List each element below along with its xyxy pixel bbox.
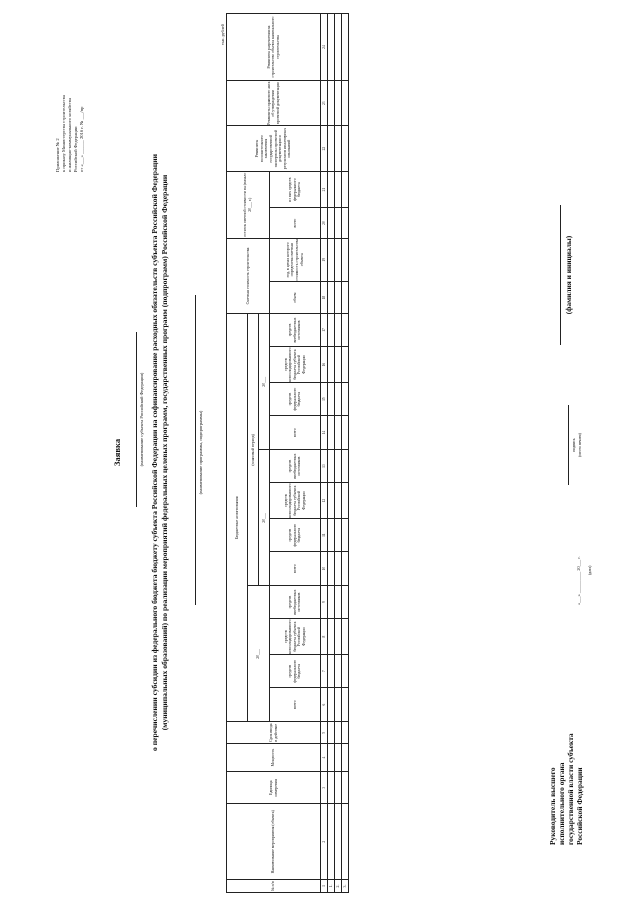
table-cell — [342, 772, 349, 804]
table-cell — [342, 171, 349, 208]
subject-name-hint: (наименование субъекта Российской Федерации) — [139, 372, 144, 467]
table-cell — [328, 314, 335, 346]
row-number: 3. — [342, 880, 349, 893]
table-cell — [328, 14, 335, 81]
column-number: 17 — [321, 314, 328, 346]
appendix-line: и жилищно-коммунального хозяйства — [67, 97, 73, 172]
col-approval: Реквизиты правового акта об утверждении проектной документации — [227, 81, 321, 126]
table-cell — [335, 383, 342, 415]
table-cell — [335, 722, 342, 744]
col-extra: средств внебюджетных источников — [270, 314, 321, 346]
table-cell — [328, 687, 335, 722]
column-number: 7 — [321, 655, 328, 687]
table-cell — [328, 450, 335, 482]
title-line-1: о перечислении субсидии из федерального бюджета бюджету субъекта Российской Федерации на софинансирование расходных обязательств субъекта Российской Федерации — [150, 154, 159, 751]
col-est-cost: Сметная стоимость строительства — [227, 238, 270, 314]
col-extra: средств внебюджетных источников — [270, 450, 321, 482]
table-cell — [342, 586, 349, 618]
col-expertise: Реквизиты положительного заключения государственной экспертизы проектной документации и результатов инженерных изысканий — [227, 126, 321, 171]
table-cell — [342, 618, 349, 655]
col-budget: Бюджетные ассигнования — [227, 314, 248, 722]
col-capacity: Мощность — [227, 744, 321, 772]
units-label: тыс. рублей — [220, 24, 225, 45]
col-fed: средств федерального бюджета — [270, 383, 321, 415]
appendix-line: от «___» ______ 2016 г. № ___/пр — [79, 106, 85, 172]
title-line-2: (муниципальных образований) по реализации мероприятий федеральных целевых программ, государственных программ (подпрограмм) Российской Федерации — [160, 174, 169, 731]
table-cell — [328, 722, 335, 744]
program-name-hint: (наименование программы, подпрограммы) — [198, 410, 203, 495]
table-cell — [335, 744, 342, 772]
column-number: 11 — [321, 519, 328, 551]
table-row — [335, 14, 342, 893]
table-cell — [328, 655, 335, 687]
table-cell — [335, 314, 342, 346]
table-cell — [328, 586, 335, 618]
column-number: 3 — [321, 772, 328, 804]
table-cell — [342, 14, 349, 81]
date-hint: (дата) — [588, 565, 592, 575]
table-cell — [328, 744, 335, 772]
col-reg: средств консолидированного бюджета субъекта Российской Федерации — [270, 482, 321, 519]
position-line: исполнительного органа — [557, 762, 566, 845]
col-commission: Срок ввода в действие — [227, 722, 321, 744]
column-number: 10 — [321, 551, 328, 586]
table-cell — [328, 551, 335, 586]
column-number: 21 — [321, 171, 328, 208]
column-number: 4 — [321, 744, 328, 772]
column-number: 23 — [321, 81, 328, 126]
column-numbers-row — [321, 14, 328, 893]
table-cell — [335, 238, 342, 281]
col-planned: (плановый период) — [248, 314, 259, 586]
table-cell — [335, 450, 342, 482]
column-number: 19 — [321, 238, 328, 281]
column-number: 9 — [321, 586, 328, 618]
column-number: 16 — [321, 346, 328, 383]
table-cell — [335, 519, 342, 551]
col-year1: 20___ — [248, 586, 270, 722]
request-table — [226, 13, 349, 893]
column-number: 20 — [321, 208, 328, 238]
name-line — [560, 205, 561, 345]
appendix-line: к приказу Министерства строительства — [61, 95, 67, 172]
subject-name-line — [126, 332, 137, 507]
col-fed: средств федерального бюджета — [270, 655, 321, 687]
title-word: Заявка — [112, 438, 122, 467]
table-cell — [342, 81, 349, 126]
table-cell — [342, 208, 349, 238]
table-cell — [342, 415, 349, 450]
table-cell — [335, 618, 342, 655]
column-number: 14 — [321, 415, 328, 450]
table-cell — [335, 655, 342, 687]
table-cell — [342, 519, 349, 551]
table-cell — [342, 551, 349, 586]
col-name: Наименование мероприятия (объекта) — [227, 804, 321, 880]
table-cell — [328, 618, 335, 655]
table-cell — [328, 81, 335, 126]
table-cell — [335, 208, 342, 238]
table-cell — [335, 346, 342, 383]
col-rem-total: всего — [270, 208, 321, 238]
table-cell — [335, 772, 342, 804]
column-number: 8 — [321, 618, 328, 655]
table-cell — [328, 281, 335, 313]
col-est-incl: год, в ценах которого определена сметная стоимость строительства объекта — [270, 238, 321, 281]
column-number: 24 — [321, 14, 328, 81]
table-cell — [328, 804, 335, 880]
col-est-vol: объем — [270, 281, 321, 313]
row-number: 2. — [335, 880, 342, 893]
col-total: всего — [270, 551, 321, 586]
col-unit: Единица измерения — [227, 772, 321, 804]
table-cell — [335, 171, 342, 208]
col-year3: 20___ — [259, 314, 270, 450]
table-cell — [335, 482, 342, 519]
table-cell — [342, 687, 349, 722]
position-line: Руководитель высшего — [548, 767, 557, 845]
document-title — [112, 0, 122, 905]
col-extra: средств внебюджетных источников — [270, 586, 321, 618]
date-field: «___» __________ 20___ г. — [576, 556, 581, 605]
position-line: государственной власти субъекта — [566, 733, 575, 845]
table-cell — [342, 281, 349, 313]
table-row — [342, 14, 349, 893]
stamp-hint: (место печати) — [578, 433, 582, 457]
appendix-note — [55, 32, 85, 172]
position-line: Российской Федерации — [575, 767, 584, 845]
row-number: 1. — [328, 880, 335, 893]
table-cell — [335, 804, 342, 880]
col-total: всего — [270, 415, 321, 450]
table-cell — [335, 14, 342, 81]
table-cell — [328, 238, 335, 281]
col-reg: средств консолидированного бюджета субъекта Российской Федерации — [270, 618, 321, 655]
col-permit: Реквизиты разрешения на строительство объекта капитального строительства — [227, 14, 321, 81]
table-cell — [328, 772, 335, 804]
column-number: 1 — [321, 880, 328, 893]
table-cell — [335, 415, 342, 450]
table-cell — [342, 126, 349, 171]
table-cell — [328, 383, 335, 415]
column-number: 15 — [321, 383, 328, 415]
table-cell — [328, 415, 335, 450]
column-number: 2 — [321, 804, 328, 880]
col-rem-fed: из них средств федерального бюджета — [270, 171, 321, 208]
col-rem-cost: остаток сметной стоимости на (начало 20___ г.) — [227, 171, 270, 238]
table-row — [328, 14, 335, 893]
table-cell — [342, 383, 349, 415]
table-cell — [342, 744, 349, 772]
col-fed: средств федерального бюджета — [270, 519, 321, 551]
table-cell — [335, 81, 342, 126]
table-cell — [335, 687, 342, 722]
col-total: всего — [270, 687, 321, 722]
column-number: 13 — [321, 450, 328, 482]
table-cell — [328, 346, 335, 383]
appendix-line: Российской Федерации — [73, 126, 79, 172]
column-number: 12 — [321, 482, 328, 519]
table-cell — [342, 655, 349, 687]
table-cell — [335, 586, 342, 618]
table-cell — [335, 551, 342, 586]
table-cell — [335, 281, 342, 313]
table-cell — [342, 346, 349, 383]
table-cell — [335, 126, 342, 171]
table-cell — [342, 482, 349, 519]
program-name-line — [195, 295, 196, 605]
appendix-line: Приложение № 2 — [55, 138, 60, 172]
table-cell — [342, 314, 349, 346]
signature-position — [548, 685, 584, 845]
table-cell — [328, 126, 335, 171]
col-reg: средств консолидированного бюджета субъекта Российской Федерации — [270, 346, 321, 383]
column-number: 22 — [321, 126, 328, 171]
name-hint: (фамилия и инициалы) — [564, 235, 573, 315]
column-number: 6 — [321, 687, 328, 722]
signature-hint: подпись — [572, 438, 576, 452]
table-cell — [342, 238, 349, 281]
table-cell — [342, 804, 349, 880]
column-number: 5 — [321, 722, 328, 744]
table-cell — [328, 482, 335, 519]
column-number: 18 — [321, 281, 328, 313]
table-cell — [328, 171, 335, 208]
col-year2: 20___ — [259, 450, 270, 586]
col-num: № п/п — [227, 880, 321, 893]
header-row — [227, 14, 248, 893]
table-cell — [342, 722, 349, 744]
signature-line — [568, 405, 569, 485]
table-cell — [328, 208, 335, 238]
table-cell — [328, 519, 335, 551]
table-cell — [342, 450, 349, 482]
